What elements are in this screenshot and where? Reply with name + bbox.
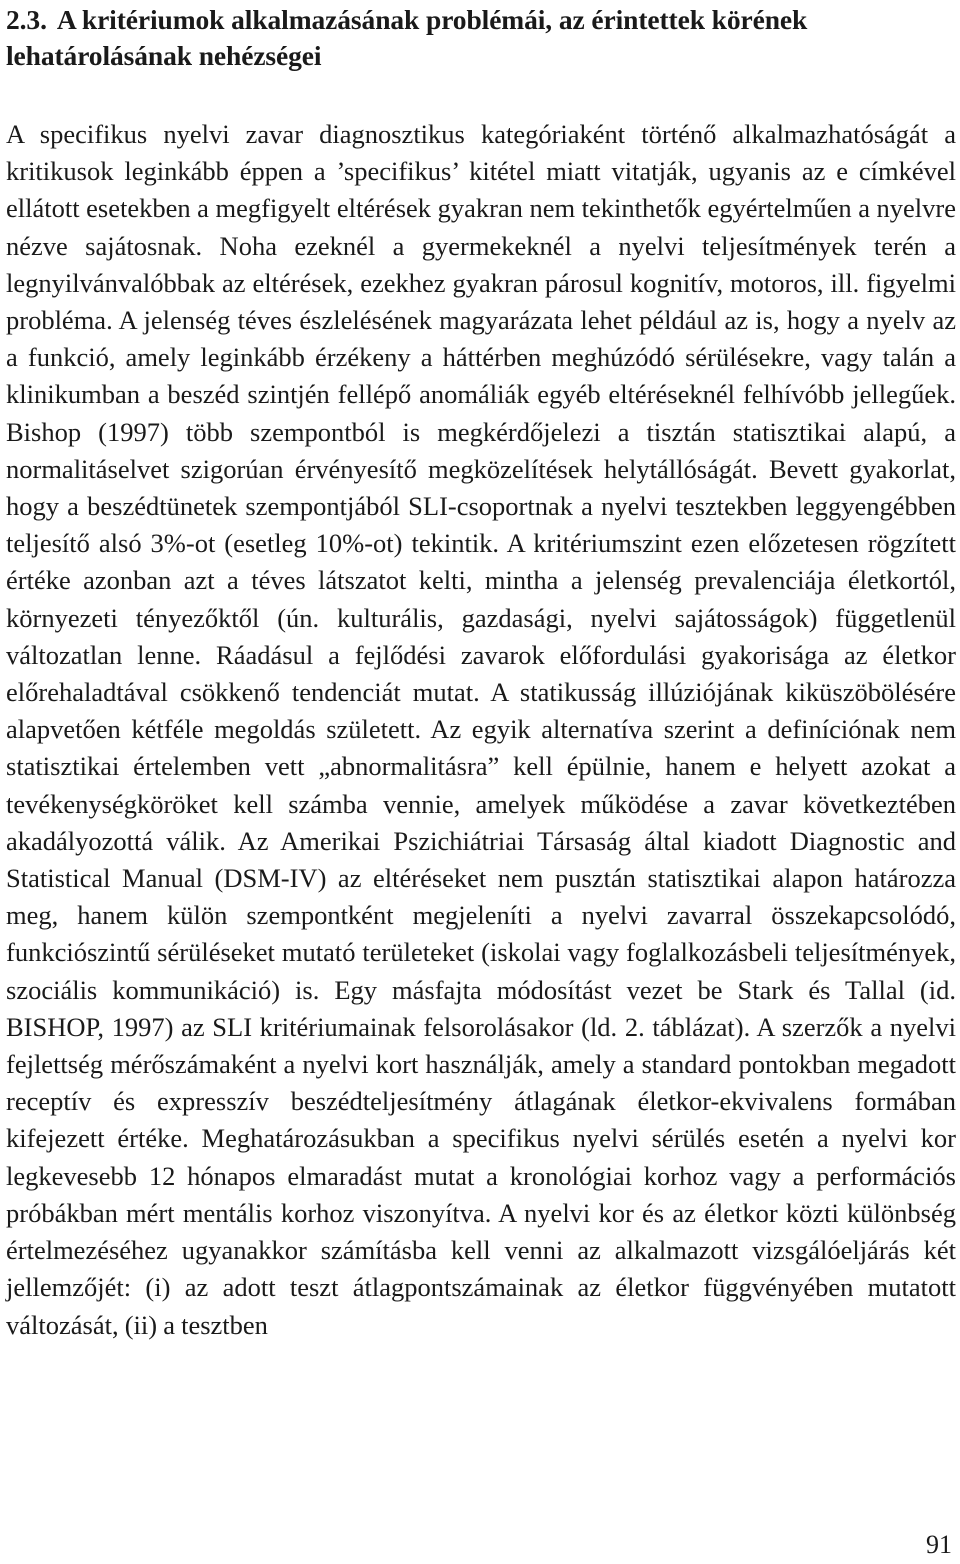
section-heading: [6, 0, 956, 74]
section-title: A kritériumok alkalmazásának problémái, az érintettek körének lehatárolásának nehézségei: [6, 4, 808, 71]
section-number: 2.3.: [6, 4, 47, 35]
document-page: [6, 0, 956, 1344]
body-paragraph: A specifikus nyelvi zavar diagnosztikus kategóriaként történő alkalmazhatóságát a kritikusok leginkább éppen a ’specifikus’ kitétel miatt vitatják, ugyanis az e címkével ellátott esetekben a megfigyelt eltérések gyakran nem tekinthetők egyértelműen a nyelvre nézve sajátosnak. Noha ezeknél a gyermekeknél a nyelvi teljesítmények terén a legnyilvánvalóbbak az eltérések, ezekhez gyakran párosul kognitív, motoros, ill. figyelmi probléma. A jelenség téves észlelésének magyarázata lehet például az is, hogy a nyelv az a funkció, amely leginkább érzékeny a háttérben meghúzódó sérülésekre, vagy talán a klinikumban a beszéd szintjén fellépő anomáliák egyéb eltéréseknél felhívóbb jellegűek. Bishop (1997) több szempontból is megkérdőjelezi a tisztán statisztikai alapú, a normalitáselvet szigorúan érvényesítő megközelítések helytállóságát. Bevett gyakorlat, hogy a beszédtünetek szempontjából SLI-csoportnak a nyelvi tesztekben leggyengébben teljesítő alsó 3%-ot (esetleg 10%-ot) tekintik. A kritériumszint ezen előzetesen rögzített értéke azonban azt a téves látszatot kelti, mintha a jelenség prevalenciája életkortól, környezeti tényezőktől (ún. kulturális, gazdasági, nyelvi sajátosságok) függetlenül változatlan lenne. Ráadásul a fejlődési zavarok előfordulási gyakorisága az életkor előrehaladtával csökkenő tendenciát mutat. A statikusság illúziójának kiküszöbölésére alapvetően kétféle megoldás született. Az egyik alternatíva szerint a definíciónak nem statisztikai értelemben vett „abnormalitásra” kell épülnie, hanem e helyett azokat a tevékenységköröket kell számba vennie, amelyek működése a zavar következtében akadályozottá válik. Az Amerikai Pszichiátriai Társaság által kiadott Diagnostic and Statistical Manual (DSM-IV) az eltéréseket nem pusztán statisztikai alapon határozza meg, hanem külön szempontként megjeleníti a nyelvi zavarral összekapcsolódó, funkciószintű sérüléseket mutató területeket (iskolai vagy foglalkozásbeli teljesítmények, szociális kommunikáció) is. Egy másfajta módosítást vezet be Stark és Tallal (id. BISHOP, 1997) az SLI kritériumainak felsorolásakor (ld. 2. táblázat). A szerzők a nyelvi fejlettség mérőszámaként a nyelvi kort használják, amely a standard pontokban megadott receptív és expresszív beszédteljesítmény átlagának életkor-ekvivalens formában kifejezett értéke. Meghatározásukban a specifikus nyelvi sérülés esetén a nyelvi kor legkevesebb 12 hónapos elmaradást mutat a kronológiai korhoz vagy a performációs próbákban mért mentális korhoz viszonyítva. A nyelvi kor és az életkor közti különbség értelmezéséhez ugyanakkor számításba kell venni az alkalmazott vizsgálóeljárás két jellemzőjét: (i) az adott teszt átlagpontszámainak az életkor függvényében mutatott változását, (ii) a tesztben: [6, 119, 956, 1340]
page-number: 91: [926, 1530, 952, 1559]
